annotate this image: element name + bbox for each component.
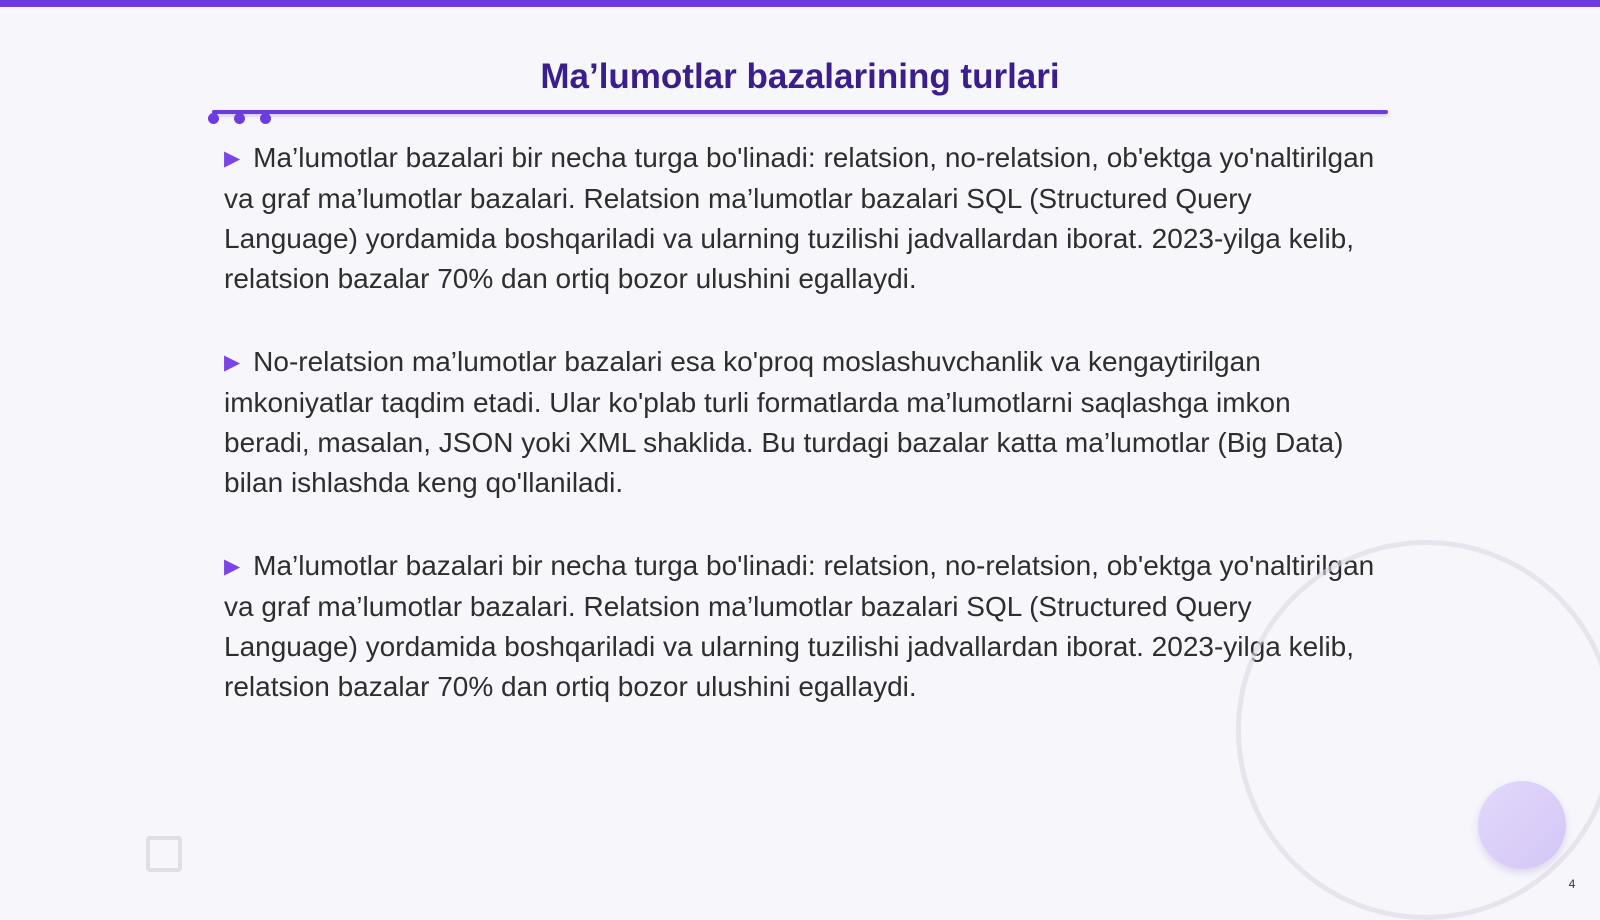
triangle-right-icon: ▶ [224,555,241,578]
bullet-paragraph [224,546,1384,707]
paragraph-text: Ma’lumotlar bazalari bir necha turga bo'linadi: relatsion, no-relatsion, ob'ektga yo'naltirilgan va graf ma’lumotlar bazalari. Relatsion ma’lumotlar bazalari SQL (Structured Query Language) yordamida boshqariladi va ularning tuzilishi jadvallardan iborat. 2023-yilga kelib, relatsion bazalar 70% dan ortiq bozor ulushini egallaydi. [224,142,1375,294]
decorative-ring [1236,540,1600,920]
top-accent-bar [0,0,1600,7]
page-number: 4 [1568,877,1576,891]
bullet-paragraph [224,138,1384,299]
slide-body [224,138,1384,707]
title-underline [212,110,1388,114]
bullet-paragraph [224,342,1384,503]
decorative-square [146,836,182,872]
triangle-right-icon: ▶ [224,351,241,374]
decorative-dot [208,113,219,124]
paragraph-text: Ma’lumotlar bazalari bir necha turga bo'linadi: relatsion, no-relatsion, ob'ektga yo'naltirilgan va graf ma’lumotlar bazalari. Relatsion ma’lumotlar bazalari SQL (Structured Query Language) yordamida boshqariladi va ularning tuzilishi jadvallardan iborat. 2023-yilga kelib, relatsion bazalar 70% dan ortiq bozor ulushini egallaydi. [224,550,1375,702]
decorative-dot [234,113,245,124]
decorative-dot [260,113,271,124]
decorative-circle [1478,781,1566,869]
triangle-right-icon: ▶ [224,147,241,170]
paragraph-text: No-relatsion ma’lumotlar bazalari esa ko'proq moslashuvchanlik va kengaytirilgan imkoniyatlar taqdim etadi. Ular ko'plab turli formatlarda ma’lumotlarni saqlashga imkon beradi, masalan, JSON yoki XML shaklida. Bu turdagi bazalar katta ma’lumotlar (Big Data) bilan ishlashda keng qo'llaniladi. [224,346,1344,498]
slide-title: Ma’lumotlar bazalarining turlari [540,57,1060,96]
